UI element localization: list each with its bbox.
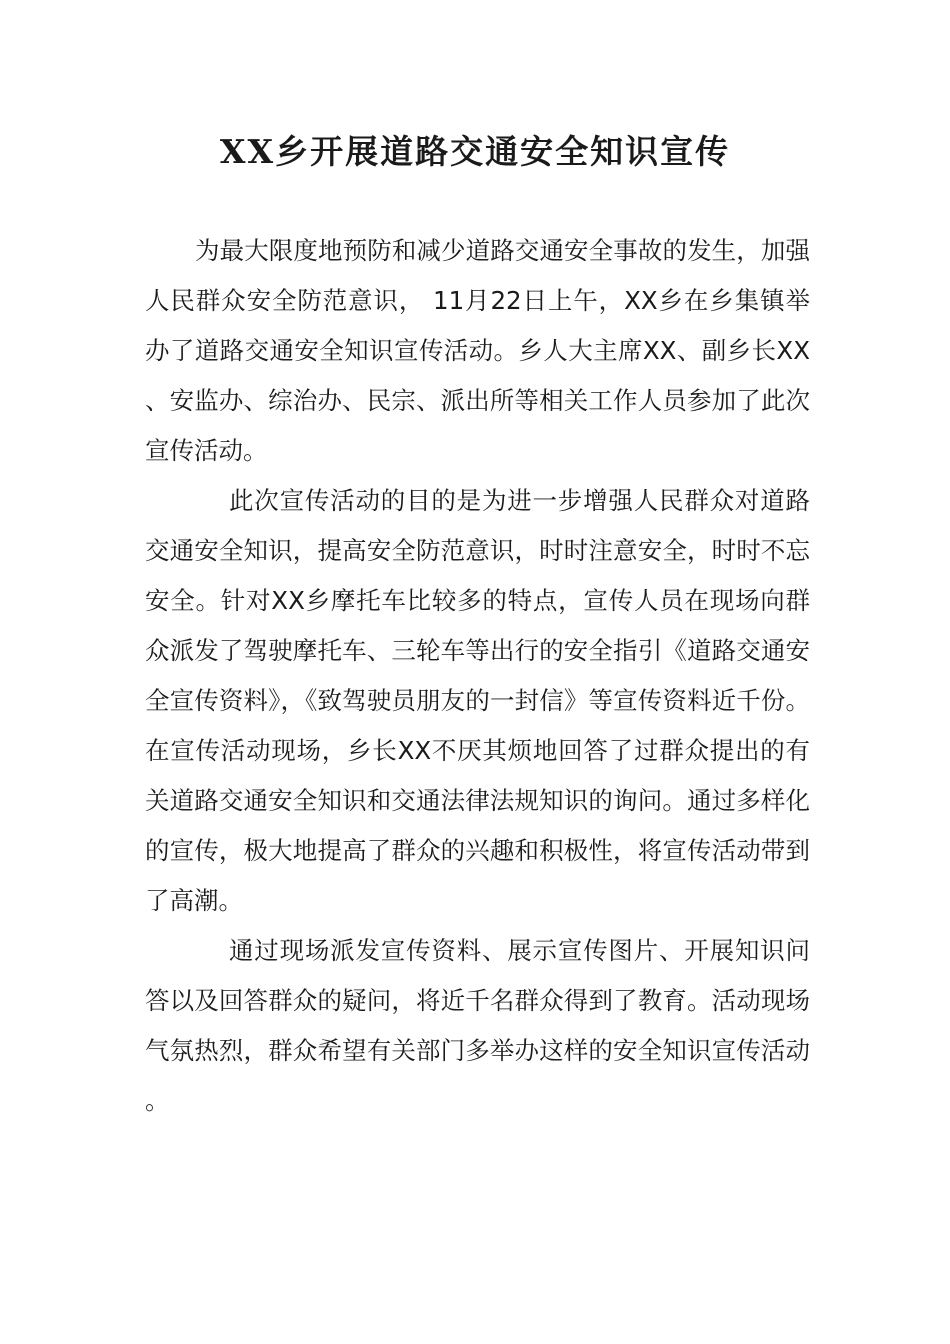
document-title: XX乡开展道路交通安全知识宣传 — [219, 132, 731, 171]
document-body — [145, 226, 810, 1126]
paragraph-1: 为最大限度地预防和减少道路交通安全事故的发生，加强人民群众安全防范意识， 11月22日上午，XX乡在乡集镇举办了道路交通安全知识宣传活动。乡人大主席XX、副乡长XX、安监办、综治办、民宗、派出所等相关工作人员参加了此次宣传活动。 — [145, 236, 810, 465]
paragraph-3: 通过现场派发宣传资料、展示宣传图片、开展知识问答以及回答群众的疑问，将近千名群众得到了教育。活动现场气氛热烈，群众希望有关部门多举办这样的安全知识宣传活动。 — [145, 936, 810, 1115]
paragraph-2: 此次宣传活动的目的是为进一步增强人民群众对道路交通安全知识，提高安全防范意识，时时注意安全，时时不忘安全。针对XX乡摩托车比较多的特点，宣传人员在现场向群众派发了驾驶摩托车、三轮车等出行的安全指引《道路交通安全宣传资料》，《致驾驶员朋友的一封信》等宣传资料近千份。在宣传活动现场，乡长XX不厌其烦地回答了过群众提出的有关道路交通安全知识和交通法律法规知识的询问。通过多样化的宣传，极大地提高了群众的兴趣和积极性，将宣传活动带到了高潮。 — [145, 486, 810, 915]
